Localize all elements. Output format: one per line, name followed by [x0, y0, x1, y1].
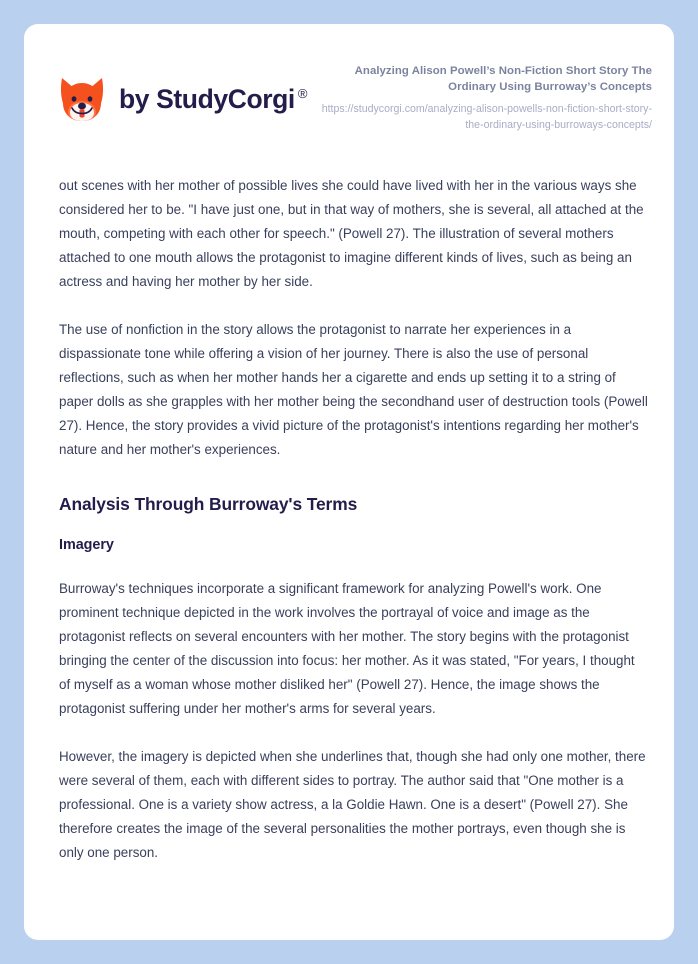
document-body	[24, 174, 674, 865]
brand-wordmark	[119, 83, 308, 114]
brand-wordmark-text: by StudyCorgi	[119, 83, 295, 114]
document-header	[24, 24, 674, 174]
body-paragraph: The use of nonfiction in the story allows the protagonist to narrate her experiences in a dispassionate tone while offering a vision of her journey. There is also the use of personal reflections, such as when her mother hands her a cigarette and ends up setting it to a string of paper dolls as she grapples with her mother being the secondhand user of destruction tools (Powell 27). Hence, the story provides a vivid picture of the protagonist's intentions regarding her mother's nature and her mother's experiences.	[59, 321, 648, 457]
document-page-card	[24, 24, 674, 940]
brand-logo-block[interactable]	[59, 57, 307, 123]
header-meta	[312, 57, 652, 133]
corgi-logo-icon	[59, 75, 105, 123]
page-title: Analyzing Alison Powell’s Non-Fiction Short Story The Ordinary Using Burroway’s Concepts	[354, 65, 652, 94]
page-url[interactable]: https://studycorgi.com/analyzing-alison-powells-non-fiction-short-story-the-ordinary-using-burroways-concepts/	[321, 103, 652, 131]
sub-heading: Imagery	[59, 536, 114, 553]
body-paragraph: out scenes with her mother of possible lives she could have lived with her in the various ways she considered her to be. "I have just one, but in that way of mothers, she is several, all attached at the mouth, competing with each other for speech." (Powell 27). The illustration of several mothers attached to one mouth allows the protagonist to imagine different kinds of lives, such as being an actress and having her mother by her side.	[59, 178, 644, 289]
section-heading: Analysis Through Burroway's Terms	[59, 493, 358, 514]
registered-trademark-icon: ®	[297, 85, 308, 101]
body-paragraph: Burroway's techniques incorporate a significant framework for analyzing Powell's work. One prominent technique depicted in the work involves the portrayal of voice and image as the protagonist reflects on several encounters with her mother. The story begins with the protagonist bringing the center of the discussion into focus: her mother. As it was stated, "For years, I thought of myself as a woman whose mother disliked her" (Powell 27). Hence, the image shows the protagonist suffering under her mother's arms for several years.	[59, 580, 635, 716]
body-paragraph: However, the imagery is depicted when she underlines that, though she had only one mother, there were several of them, each with different sides to portray. The author said that "One mother is a professional. One is a variety show actress, a la Goldie Hawn. One is a desert" (Powell 27). She therefore creates the image of the several personalities the mother portrays, even though she is only one person.	[59, 748, 646, 860]
